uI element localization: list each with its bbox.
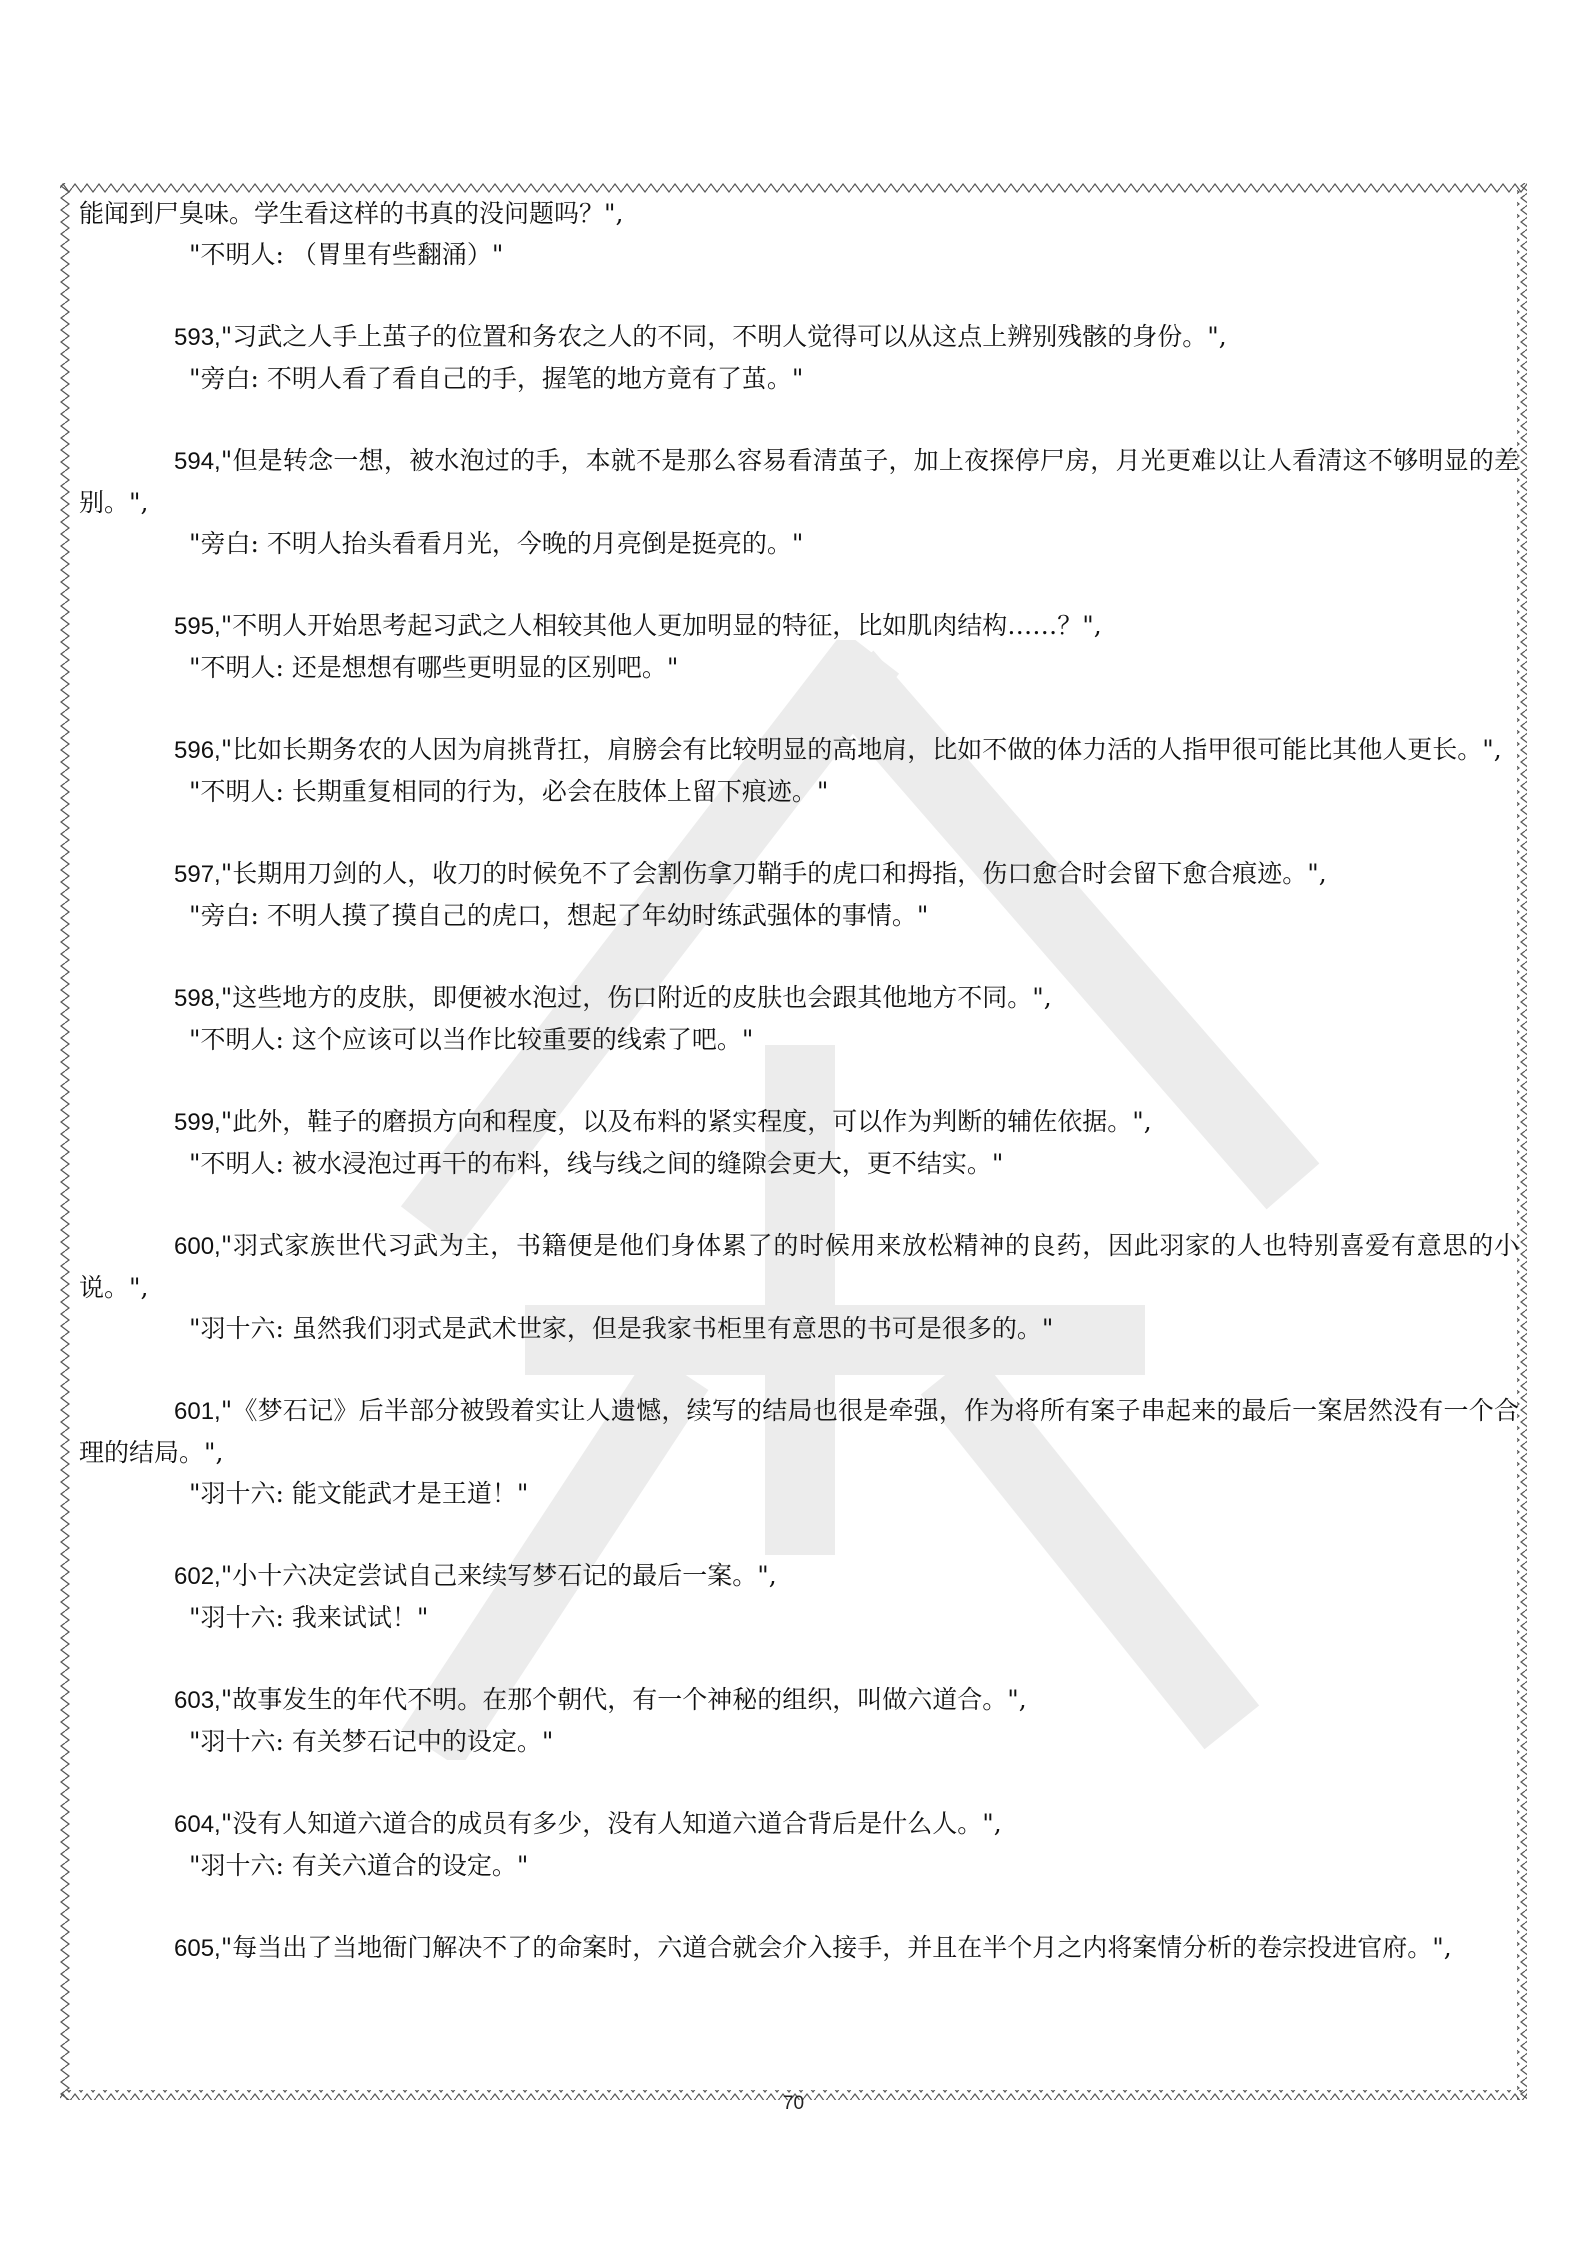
- entry-number: 603,: [174, 1687, 221, 1714]
- entry-number: 599,: [174, 1109, 221, 1136]
- entry-quote: "羽十六: 有关梦石记中的设定。": [189, 1727, 554, 1756]
- dialogue-entry: [79, 977, 1519, 1060]
- dialogue-entry: [79, 1803, 1519, 1886]
- dialogue-entry: [79, 1927, 1519, 1969]
- entry-text: [79, 1803, 1519, 1845]
- entry-line-text: "比如长期务农的人因为肩挑背扛，肩膀会有比较明显的高地肩，比如不做的体力活的人指甲很可能比其他人更长。",: [220, 735, 1502, 764]
- entry-quote: "旁白: 不明人看了看自己的手，握笔的地方竟有了茧。": [189, 364, 804, 393]
- entry-line-text: "羽式家族世代习武为主，书籍便是他们身体累了的时候用来放松精神的良药，因此羽家的人也特别喜爱有意思的小说。",: [79, 1231, 1519, 1302]
- entry-text: [79, 1101, 1519, 1143]
- entry-quote: "羽十六: 我来试试！": [189, 1603, 429, 1632]
- dialogue-entry: [79, 440, 1519, 564]
- entry-quote: "旁白: 不明人抬头看看月光，今晚的月亮倒是挺亮的。": [189, 529, 804, 558]
- entry-quote: "不明人: （胃里有些翻涌）": [189, 240, 504, 269]
- entry-line-text: "但是转念一想，被水泡过的手，本就不是那么容易看清茧子，加上夜探停尸房，月光更难以让人看清这不够明显的差别。",: [79, 446, 1519, 517]
- entry-number: 600,: [174, 1233, 221, 1260]
- entry-line-text: "这些地方的皮肤，即便被水泡过，伤口附近的皮肤也会跟其他地方不同。",: [220, 983, 1052, 1012]
- entry-quote: "不明人: 这个应该可以当作比较重要的线索了吧。": [189, 1025, 754, 1054]
- entry-number: 602,: [174, 1563, 221, 1590]
- entry-text: [79, 605, 1519, 647]
- entry-line-text: 能闻到尸臭味。学生看这样的书真的没问题吗？",: [79, 199, 624, 228]
- page-number: 70: [782, 2093, 805, 2114]
- entry-quote: "不明人: 被水浸泡过再干的布料，线与线之间的缝隙会更大，更不结实。": [189, 1149, 1004, 1178]
- entry-line-text: "不明人开始思考起习武之人相较其他人更加明显的特征，比如肌肉结构……？",: [220, 611, 1102, 640]
- dialogue-entry: [79, 1101, 1519, 1184]
- entry-text: [79, 193, 1519, 234]
- entry-text: [79, 853, 1519, 895]
- entry-text: [79, 977, 1519, 1019]
- dialogue-entry: [79, 1225, 1519, 1349]
- entry-number: 596,: [174, 737, 221, 764]
- entry-quote: "羽十六: 有关六道合的设定。": [189, 1851, 529, 1880]
- entry-text: [79, 1927, 1519, 1969]
- entry-number: 601,: [174, 1398, 221, 1425]
- entry-line-text: "每当出了当地衙门解决不了的命案时，六道合就会介入接手，并且在半个月之内将案情分析的卷宗投进官府。",: [220, 1933, 1452, 1962]
- entry-number: 605,: [174, 1935, 221, 1962]
- entry-quote: "不明人: 还是想想有哪些更明显的区别吧。": [189, 653, 679, 682]
- entry-number: 598,: [174, 985, 221, 1012]
- entry-number: 604,: [174, 1811, 221, 1838]
- entry-number: 593,: [174, 324, 221, 351]
- entry-line-text: "小十六决定尝试自己来续写梦石记的最后一案。",: [220, 1561, 777, 1590]
- entry-line-text: "此外，鞋子的磨损方向和程度，以及布料的紧实程度，可以作为判断的辅佐依据。",: [220, 1107, 1152, 1136]
- dialogue-entry: [79, 605, 1519, 688]
- entry-quote: "羽十六: 虽然我们羽式是武术世家，但是我家书柜里有意思的书可是很多的。": [189, 1314, 1054, 1343]
- entry-quote: "羽十六: 能文能武才是王道！": [189, 1479, 529, 1508]
- entry-line-text: "故事发生的年代不明。在那个朝代，有一个神秘的组织，叫做六道合。",: [220, 1685, 1027, 1714]
- entry-line-text: "《梦石记》后半部分被毁着实让人遗憾，续写的结局也很是牵强，作为将所有案子串起来的最后一案居然没有一个合理的结局。",: [79, 1396, 1519, 1467]
- document-body: [79, 193, 1519, 1969]
- entry-quote: "旁白: 不明人摸了摸自己的虎口，想起了年幼时练武强体的事情。": [189, 901, 929, 930]
- entry-text: [79, 1225, 1519, 1308]
- dialogue-entry: [79, 193, 1519, 275]
- entry-text: [79, 1679, 1519, 1721]
- dialogue-entry: [79, 853, 1519, 936]
- entry-text: [79, 440, 1519, 523]
- dialogue-entry: [79, 729, 1519, 812]
- entry-text: [79, 1555, 1519, 1597]
- entry-quote: "不明人: 长期重复相同的行为，必会在肢体上留下痕迹。": [189, 777, 829, 806]
- entry-line-text: "长期用刀剑的人，收刀的时候免不了会割伤拿刀鞘手的虎口和拇指，伤口愈合时会留下愈合痕迹。",: [220, 859, 1327, 888]
- dialogue-entry: [79, 1390, 1519, 1514]
- dialogue-entry: [79, 1679, 1519, 1762]
- entry-line-text: "习武之人手上茧子的位置和务农之人的不同，不明人觉得可以从这点上辨别残骸的身份。",: [220, 322, 1227, 351]
- entry-text: [79, 729, 1519, 771]
- entry-number: 595,: [174, 613, 221, 640]
- entry-line-text: "没有人知道六道合的成员有多少，没有人知道六道合背后是什么人。",: [220, 1809, 1002, 1838]
- dialogue-entry: [79, 316, 1519, 399]
- entry-number: 597,: [174, 861, 221, 888]
- entry-text: [79, 1390, 1519, 1473]
- entry-number: 594,: [174, 448, 221, 475]
- dialogue-entry: [79, 1555, 1519, 1638]
- entry-text: [79, 316, 1519, 358]
